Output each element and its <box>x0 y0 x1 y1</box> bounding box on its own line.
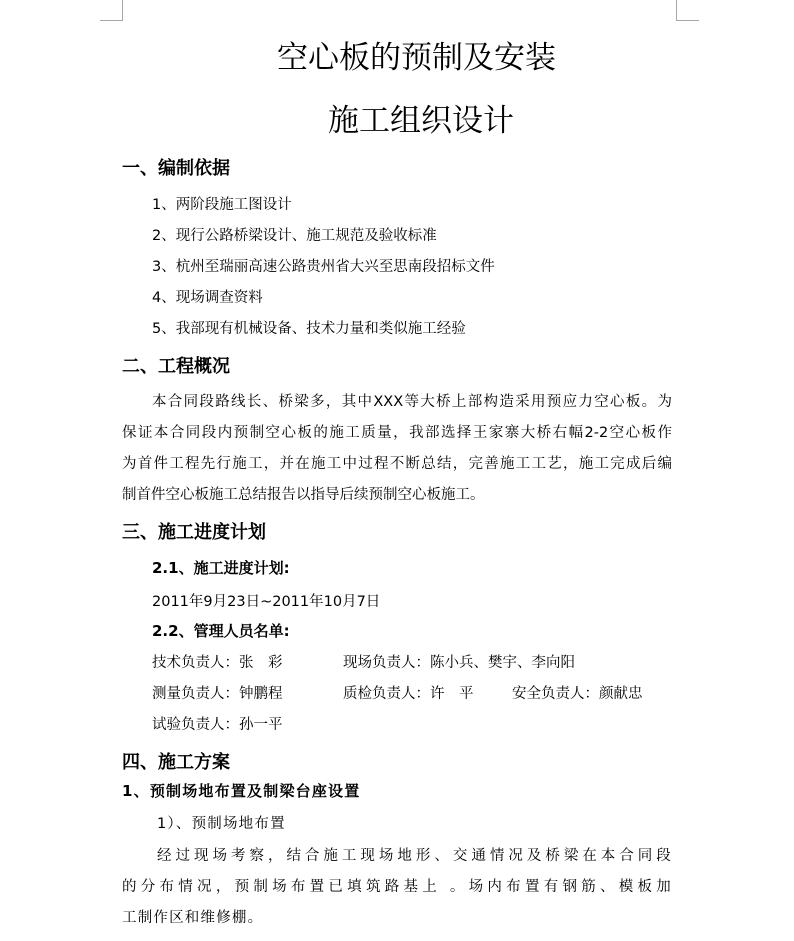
section4-heading: 四、施工方案 <box>122 752 230 773</box>
staff-subheading: 2.2、管理人员名单: <box>152 622 290 640</box>
list-item: 1、两阶段施工图设计 <box>152 197 292 213</box>
document-title-line2: 施工组织设计 <box>328 103 514 139</box>
list-item: 4、现场调查资料 <box>152 290 263 306</box>
paragraph-line: 的分布情况，预制场布置已填筑路基上 。场内布置有钢筋、模板加 <box>122 879 672 895</box>
section3-heading: 三、施工进度计划 <box>122 522 266 543</box>
section4-item: 1）、预制场地布置 <box>157 816 286 832</box>
page-corner-mark-right <box>676 0 699 21</box>
paragraph-line: 工制作区和维修棚。 <box>122 910 264 926</box>
document-title-line1: 空心板的预制及安装 <box>277 40 556 76</box>
staff-technical: 技术负责人：张 彩 <box>152 655 283 671</box>
list-item: 2、现行公路桥梁设计、施工规范及验收标准 <box>152 228 437 244</box>
staff-quality: 质检负责人：许 平 <box>343 686 474 702</box>
staff-testing: 试验负责人：孙一平 <box>152 717 283 733</box>
paragraph-line: 为首件工程先行施工，并在施工中过程不断总结，完善施工工艺，施工完成后编 <box>122 456 672 472</box>
page-corner-mark-left <box>100 0 123 21</box>
schedule-dates: 2011年9月23日~2011年10月7日 <box>152 594 381 610</box>
schedule-subheading: 2.1、施工进度计划: <box>152 559 290 577</box>
paragraph-line: 保证本合同段内预制空心板的施工质量，我部选择王家寨大桥右幅2-2空心板作 <box>122 425 672 441</box>
section4-subheading: 1、预制场地布置及制梁台座设置 <box>122 782 361 800</box>
paragraph-line: 制首件空心板施工总结报告以指导后续预制空心板施工。 <box>122 487 485 503</box>
list-item: 3、杭州至瑞丽高速公路贵州省大兴至思南段招标文件 <box>152 259 495 275</box>
staff-survey: 测量负责人：钟鹏程 <box>152 686 283 702</box>
paragraph-line: 本合同段路线长、桥梁多，其中XXX等大桥上部构造采用预应力空心板。为 <box>152 394 672 410</box>
staff-site: 现场负责人：陈小兵、樊宇、李向阳 <box>343 655 575 671</box>
paragraph-line: 经过现场考察，结合施工现场地形、交通情况及桥梁在本合同段 <box>157 848 672 864</box>
section2-heading: 二、工程概况 <box>122 356 230 377</box>
list-item: 5、我部现有机械设备、技术力量和类似施工经验 <box>152 321 466 337</box>
section1-heading: 一、编制依据 <box>122 158 230 179</box>
staff-safety: 安全负责人：颜献忠 <box>512 686 643 702</box>
